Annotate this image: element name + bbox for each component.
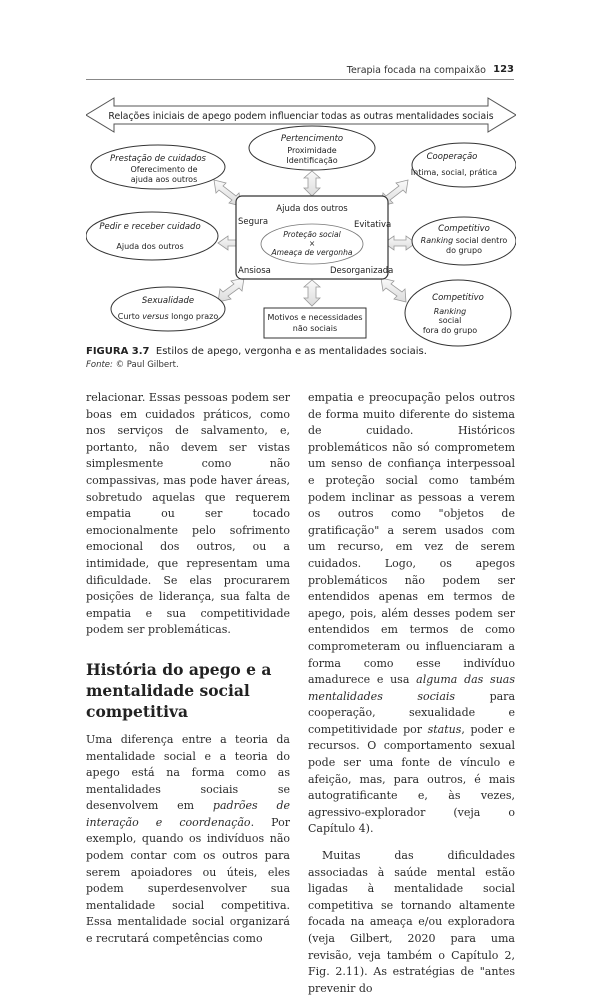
- right-paragraph-1: [308, 390, 515, 838]
- figure-label: FIGURA 3.7: [86, 346, 150, 357]
- center-desorganizada-label: Desorganizada: [330, 266, 394, 276]
- arrow-pertencimento: [304, 171, 320, 196]
- competitivo2-line1: Ranking: [433, 307, 467, 316]
- cooperacao-line1: Íntima, social, prática: [410, 168, 498, 177]
- center-inner-line2: ×: [308, 239, 316, 248]
- figure-source: [86, 360, 179, 370]
- cooperacao-title: Cooperação: [426, 152, 478, 162]
- sexualidade-line1: [118, 312, 219, 321]
- right-text-column: [308, 390, 515, 997]
- center-segura-label: Segura: [238, 217, 269, 227]
- pedir-title: Pedir e receber cuidado: [99, 222, 201, 232]
- motivos-line1: Motivos e necessidades: [267, 313, 363, 322]
- figure-source-label: Fonte:: [86, 360, 113, 370]
- sexualidade-line1-post: longo prazo: [168, 312, 219, 321]
- right-p1-italic: alguma das suas mentalidades sociais: [308, 673, 515, 703]
- competitivo1-line1: [421, 236, 508, 245]
- node-pedir-receber-cuidado: [86, 212, 218, 260]
- center-inner-line1: Proteção social: [283, 230, 341, 239]
- competitivo1-line1-rest: social dentro: [453, 236, 508, 245]
- competitivo1-line1-italic: Ranking: [420, 236, 454, 245]
- left-paragraph-1: relacionar. Essas pessoas podem ser boas em cuidados práticos, como nos serviços de salvamento, e, portanto, não devem ser vistas simplesmente como não compassivas, mas pode haver áreas, sobretudo aquelas que requerem empatia ou ser tocado emocionalmente pelo sofrimento emocional dos outros, ou a intimidade, que representam uma dificuldade. Se elas procurarem posições de liderança, sua falta de empatia e sua competitividade podem ser problemáticas.: [86, 391, 290, 637]
- competitivo2-title: Competitivo: [432, 293, 484, 303]
- sexualidade-line1-pre: Curto: [117, 312, 143, 321]
- section-heading: História do apego e a mentalidade social competitiva: [86, 659, 272, 721]
- arrow-competitivo: [384, 236, 416, 250]
- right-p1-italic2: status: [427, 722, 462, 736]
- right-p1-a: empatia e preocupação pelos outros de forma muito diferente do sistema de cuidado. Históricos problemáticos não só comprometem um senso de confiança interpessoal e proteção social como também podem inclinar as pessoas a verem os outros como "objetos de gratificação" a serem usados com um recurso, em vez de serem cuidados. Logo, os apegos problemáticos não podem ser entendidos apenas em termos de apego, pois, além desses podem ser entendidos em termos de como comprometeram ou influenciaram a forma como esse indivíduo amadurece e usa: [308, 391, 515, 687]
- pertencimento-line1: Proximidade: [287, 146, 337, 155]
- center-inner-line3: Ameaça de vergonha: [271, 248, 353, 257]
- competitivo1-title: Competitivo: [438, 224, 490, 234]
- page-number: 123: [493, 64, 514, 75]
- node-sexualidade: [111, 287, 225, 331]
- competitivo2-line3: fora do grupo: [422, 326, 478, 335]
- left-text-column: [86, 390, 290, 948]
- prestacao-line2: ajuda aos outros: [130, 175, 198, 184]
- node-cooperacao: [412, 143, 516, 187]
- right-p1-b: para cooperação, sexualidade e competitividade por: [308, 689, 515, 736]
- attachment-mentality-diagram: [86, 90, 516, 348]
- sexualidade-line1-italic: versus: [142, 312, 169, 321]
- center-top-label: Ajuda dos outros: [276, 204, 348, 214]
- left-p2-italic: padrões de interação e coordenação: [86, 799, 290, 829]
- center-evitativa-label: Evitativa: [354, 220, 392, 230]
- top-arrow-text: Relações iniciais de apego podem influenciar todas as outras mentalidades sociais: [108, 111, 494, 122]
- right-p1-c: , poder e recursos. O comportamento sexual pode ser uma fonte de vínculo e afeição, mas, para outros, é mais autogratificante e, às vezes, agressivo-explorador (veja o Capítulo 4).: [308, 722, 515, 836]
- prestacao-title: Prestação de cuidados: [110, 154, 206, 164]
- pertencimento-line2: Identificação: [286, 156, 338, 165]
- motivos-line2: não sociais: [292, 324, 338, 333]
- right-paragraph-2: Muitas das dificuldades associadas à saúde mental estão ligadas à mentalidade social competitiva se tornando altamente focada na ameaça e/ou exploradora (veja Gilbert, 2020 para uma revisão, veja também o Capítulo 2, Fig. 2.11). As estratégias de "antes prevenir do: [308, 849, 515, 995]
- competitivo2-line2: social: [438, 316, 462, 325]
- figure-caption-text: Estilos de apego, vergonha e as mentalidades sociais.: [155, 346, 427, 357]
- left-paragraph-2: [86, 732, 290, 948]
- figure-caption: [86, 346, 427, 357]
- figure-source-text: © Paul Gilbert.: [115, 360, 179, 370]
- left-p2-a: Uma diferença entre a teoria da mentalidade social e a teoria do apego está na forma como as mentalidades sociais se desenvolvem em: [86, 732, 290, 813]
- arrow-motivos: [304, 280, 320, 306]
- header-rule: [86, 79, 514, 80]
- pertencimento-title: Pertencimento: [280, 134, 344, 144]
- prestacao-line1: Oferecimento de: [130, 165, 198, 174]
- arrow-sexualidade: [218, 278, 244, 302]
- pedir-line1: Ajuda dos outros: [116, 242, 184, 251]
- running-header-title: Terapia focada na compaixão: [346, 65, 486, 76]
- arrow-competitivo2: [381, 278, 406, 302]
- competitivo1-line2: do grupo: [446, 246, 482, 255]
- center-ansiosa-label: Ansiosa: [238, 266, 271, 276]
- sexualidade-title: Sexualidade: [141, 296, 195, 306]
- left-p2-b: . Por exemplo, quando os indivíduos não podem contar com os outros para serem apoiadores ou úteis, eles podem superdesenvolver sua mentalidade social competitiva. Essa mentalidade social organizará e recrutará competências como: [86, 815, 290, 946]
